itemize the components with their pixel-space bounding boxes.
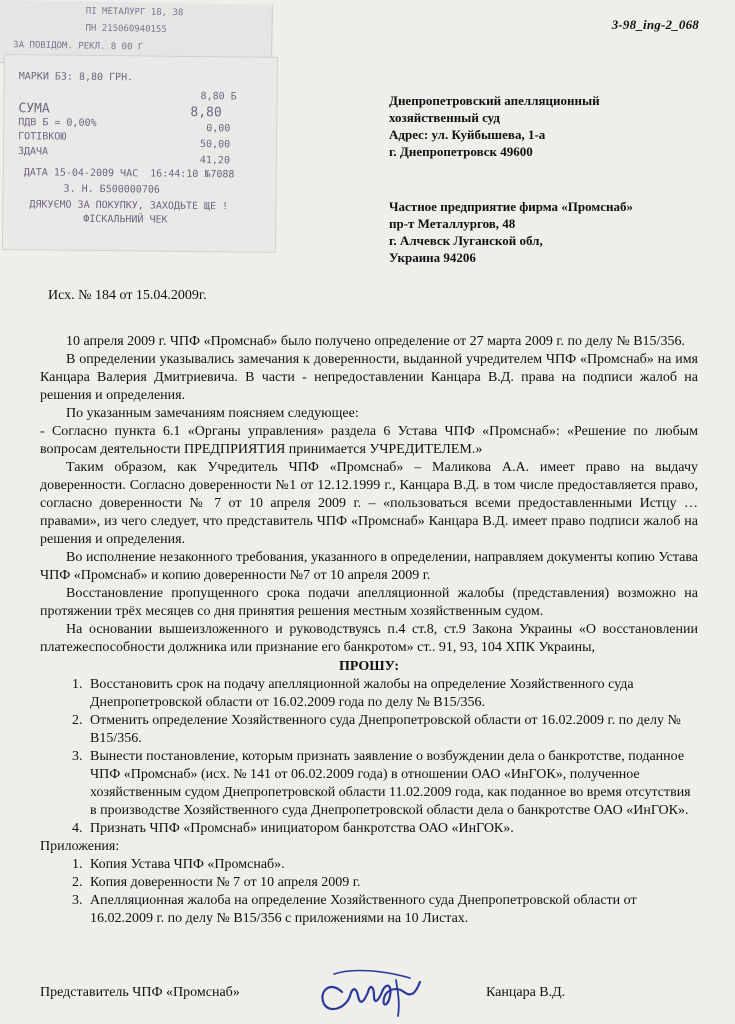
recipient-address xyxy=(389,92,600,160)
paragraph: Таким образом, как Учредитель ЧПФ «Промснаб» – Маликова А.А. имеет право на выдачу доверенности. Согласно доверенности №1 от 12.12.1999 г., Канцара В.Д. в том числе предоставляется право, согласно доверенности № 7 от 10 апреля 2009 г. – «пользоваться всеми предоставленными Истцу … правами», из чего следует, что представитель ЧПФ «Промснаб» Канцара В.Д. имеет право подписи жалоб на решения и определения. xyxy=(40,460,698,547)
request-item: 4. Признать ЧПФ «Промснаб» инициатором банкротства ОАО «ИнГОК». xyxy=(86,820,698,838)
fiscal-receipt xyxy=(2,54,278,253)
receipt-label: СУМА xyxy=(18,101,50,117)
receipt-fragment-line: ЗА ПОВІДОМ. РЕКЛ. 8 00 Г xyxy=(13,40,144,53)
address-line: Адрес: ул. Куйбышева, 1-а xyxy=(389,127,546,142)
receipt-label: ПДВ Б = 0,00% xyxy=(18,117,97,129)
address-line: г. Днепропетровск 49600 xyxy=(389,144,533,159)
receipt-label: ГОТІВКОЮ xyxy=(18,131,67,143)
address-line: пр-т Металлургов, 48 xyxy=(389,216,516,231)
signer-role: Представитель ЧПФ «Промснаб» xyxy=(40,985,240,1000)
receipt-fragment-line: ПН 215060940155 xyxy=(85,23,167,35)
sender-address xyxy=(389,198,633,266)
receipt-marks: МАРКИ Б3: 8,80 ГРН. xyxy=(18,71,134,84)
handwritten-signature xyxy=(312,962,442,1020)
appendix-item: 1. Копия Устава ЧПФ «Промснаб». xyxy=(86,856,698,874)
receipt-fragment-line: ПІ МЕТАЛУРГ 18, 38 xyxy=(85,6,184,19)
signer-name: Канцара В.Д. xyxy=(486,985,566,1000)
receipt-value: 0,00 xyxy=(206,123,231,135)
paragraph: 10 апреля 2009 г. ЧПФ «Промснаб» было получено определение от 27 марта 2009 г. по делу № В15/356. xyxy=(66,334,685,349)
address-line: Днепропетровский апелляционный xyxy=(389,93,600,108)
document-id: 3-98_ing-2_068 xyxy=(611,17,699,32)
receipt-value: 8,80 xyxy=(190,104,222,121)
request-list xyxy=(40,676,698,838)
outgoing-number: Исх. № 184 от 15.04.2009г. xyxy=(48,288,207,303)
receipt-value: 8,80 Б xyxy=(200,91,237,103)
paragraph: Восстановление пропущенного срока подачи апелляционной жалобы (представления) возможно на протяжении трёх месяцев со дня принятия решения местным хозяйственным судом. xyxy=(40,586,698,619)
receipt-value: 41,20 xyxy=(199,155,231,167)
paragraph: По указанным замечаниям поясняем следующее: xyxy=(66,406,359,421)
receipt-thanks: ДЯКУЄМО ЗА ПОКУПКУ, ЗАХОДЬТЕ ЩЕ ! xyxy=(29,199,229,213)
receipt-label: ЗДАЧА xyxy=(17,146,49,158)
receipt-zn: З. Н. Б500000706 xyxy=(63,183,160,196)
receipt-fiscal: ФІСКАЛЬНИЙ ЧЕК xyxy=(83,213,168,226)
appendix-item: 2. Копия доверенности № 7 от 10 апреля 2009 г. xyxy=(86,874,698,892)
receipt-date: ДАТА 15-04-2009 ЧАС 16:44:10 №7088 xyxy=(23,167,235,181)
paragraph: В определении указывались замечания к доверенности, выданной учредителем ЧПФ «Промснаб» на имя Канцара Валерия Дмитриевича. В части - непредоставлении Канцара В.Д. права на подписи жалоб на решения и определения. xyxy=(40,352,698,403)
appendix-list xyxy=(40,856,698,928)
appendix-title: Приложения: xyxy=(40,839,120,854)
paragraph: На основании вышеизложенного и руководствуясь п.4 ст.8, ст.9 Закона Украины «О восстановлении платежеспособности должника или признание его банкротом» ст.. 91, 93, 104 ХПК Украины, xyxy=(40,622,698,655)
appendix-item: 3. Апелляционная жалоба на определение Хозяйственного суда Днепропетровской области от 16.02.2009 г. по делу № В15/356 с приложениями на 10 Листах. xyxy=(86,892,698,928)
letter-body xyxy=(40,333,698,928)
address-line: Частное предприятие фирма «Промснаб» xyxy=(389,199,633,214)
request-item: 1. Восстановить срок на подачу апелляционной жалобы на определение Хозяйственного суда Днепропетровской области от 16.02.2009 года по делу № В15/356. xyxy=(86,676,698,712)
request-title: ПРОШУ: xyxy=(338,659,400,674)
address-line: г. Алчевск Луганской обл, xyxy=(389,233,543,248)
address-line: хозяйственный суд xyxy=(389,110,500,125)
paragraph: Во исполнение незаконного требования, указанного в определении, направляем документы копию Устава ЧПФ «Промснаб» и копию доверенности №7 от 10 апреля 2009 г. xyxy=(40,550,698,583)
address-line: Украина 94206 xyxy=(389,250,476,265)
request-item: 2. Отменить определение Хозяйственного суда Днепропетровской области от 16.02.2009 г. по делу № В15/356. xyxy=(86,712,698,748)
request-item: 3. Вынести постановление, которым признать заявление о возбуждении дела о банкротстве, поданное ЧПФ «Промснаб» (исх. № 141 от 06.02.2009 года) в отношении ОАО «ИнГОК», полученное хозяйственным судом Днепропетровской области 11.02.2009 года, как поданное во время отсутствия в производстве Хозяйственного суда Днепропетровской области дела о банкротстве ОАО «ИнГОК». xyxy=(86,748,698,820)
receipt-value: 50,00 xyxy=(200,139,231,151)
paragraph: - Согласно пункта 6.1 «Органы управления» раздела 6 Устава ЧПФ «Промснаб»: «Решение по любым вопросам деятельности ПРЕДПРИЯТИЯ принимается УЧРЕДИТЕЛЕМ.» xyxy=(40,424,698,457)
